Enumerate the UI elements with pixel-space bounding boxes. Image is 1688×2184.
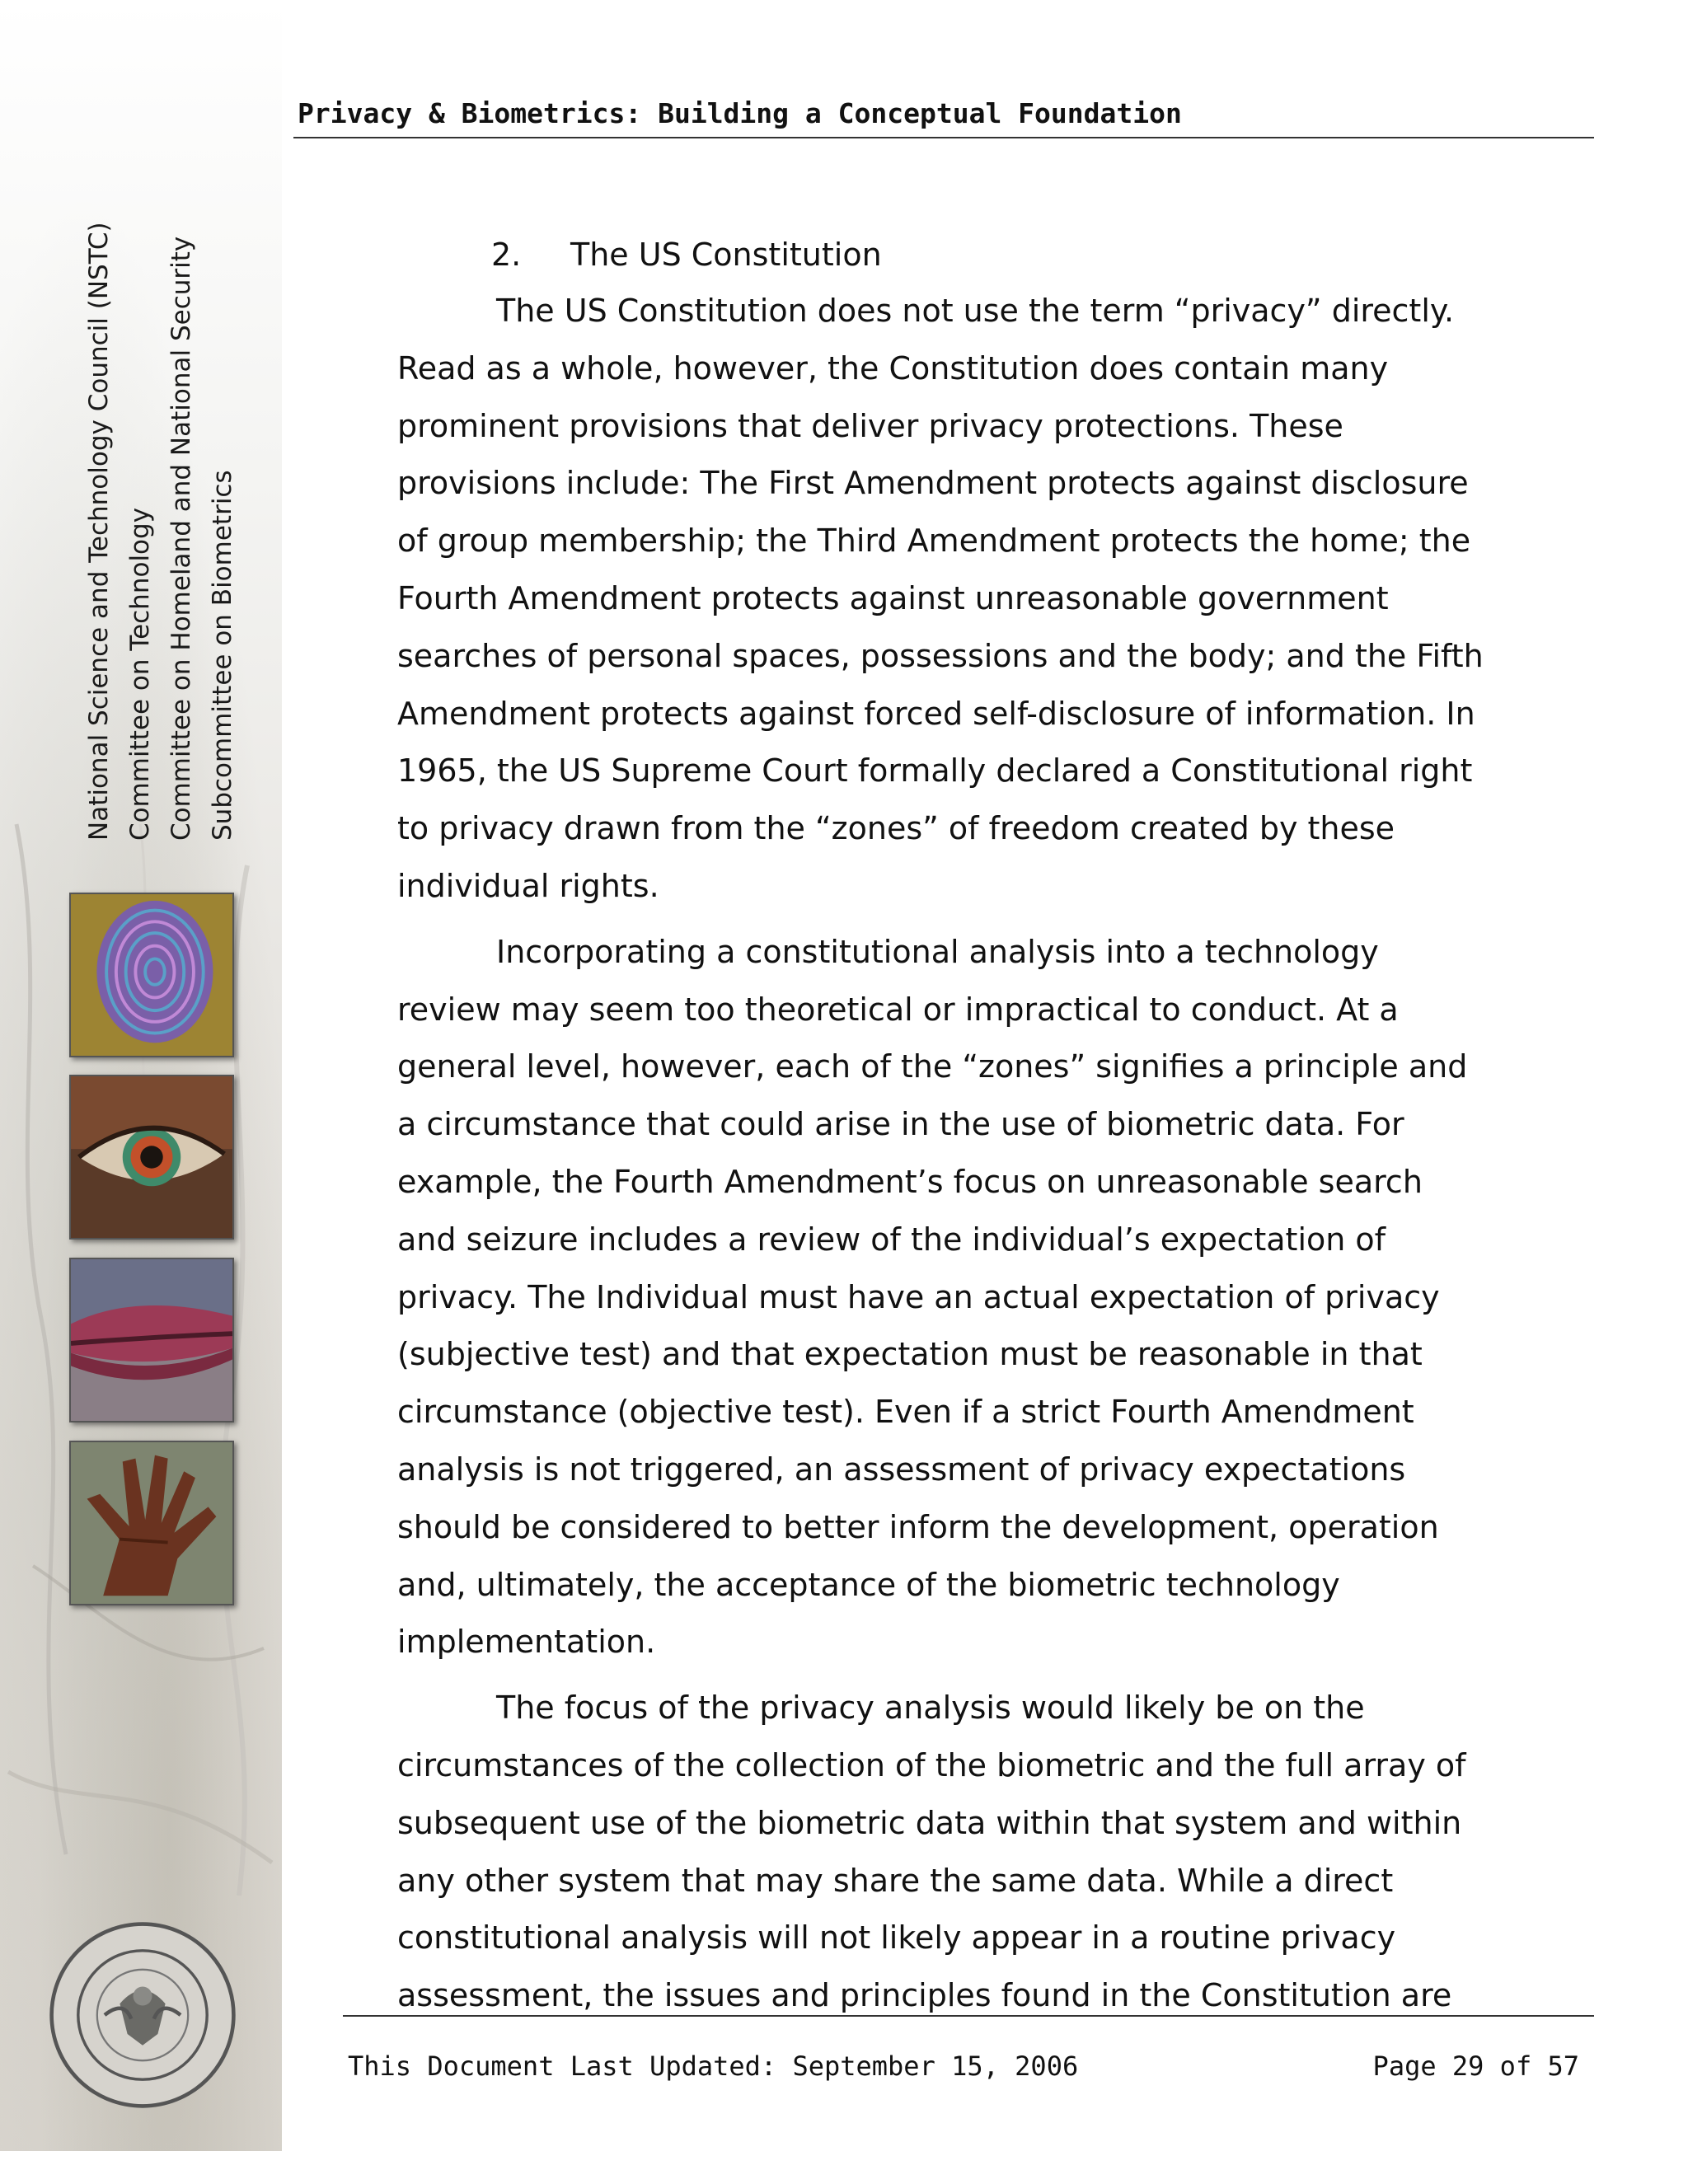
hand-image — [69, 1441, 234, 1605]
sidebar-banner — [0, 0, 282, 2151]
paragraph-1: The US Constitution does not use the term “privacy” directly. Read as a whole, however, the Constitution does contain many prominent provisions that deliver privacy protections. These provisions include: The First Amendment protects against disclosure of group membership; the Third Amendment protects the home; the Fourth Amendment protects against unreasonable government searches of personal spaces, possessions and the body; and the Fifth Amendment protects against forced self-disclosure of information. In 1965, the US Supreme Court formally declared a Constitutional right to privacy drawn from the “zones” of freedom created by these individual rights. — [397, 293, 1484, 904]
sidebar-line-biometrics: Subcommittee on Biometrics — [208, 470, 237, 841]
executive-office-seal-icon — [48, 1920, 237, 2110]
sidebar-committee-text — [78, 99, 243, 841]
paragraph-2: Incorporating a constitutional analysis into a technology review may seem too theoretical or impractical to conduct. At a general level, however, each of the “zones” signifies a principle and a circumstance that could arise in the use of biometric data. For example, the Fourth Amendment’s focus on unreasonable search and seizure includes a review of the individual’s expectation of privacy. The Individual must have an actual expectation of privacy (subjective test) and that expectation must be reasonable in that circumstance (objective test). Even if a strict Fourth Amendment analysis is not triggered, an assessment of privacy expectations should be considered to better inform the development, operation and, ultimately, the acceptance of the biometric technology implementation. — [397, 933, 1468, 1661]
section-heading — [491, 237, 882, 273]
paragraph-3: The focus of the privacy analysis would likely be on the circumstances of the collection of the biometric and the full array of subsequent use of the biometric data within that system and within any other system that may share the same data. While a direct constitutional analysis will not likely appear in a routine privacy assessment, the issues and principles found in the Constitution are — [397, 1690, 1466, 2014]
sidebar-line-homeland: Committee on Homeland and National Security — [166, 236, 196, 841]
fingerprint-image — [69, 893, 234, 1057]
sidebar-line-nstc: National Science and Technology Council (NSTC) — [84, 222, 114, 841]
section-number: 2. — [491, 237, 522, 273]
page-header-title: Privacy & Biometrics: Building a Conceptual Foundation — [298, 97, 1182, 129]
footer-divider — [343, 2015, 1594, 2017]
section-title: The US Constitution — [570, 237, 882, 273]
body-text — [397, 283, 1485, 2033]
lips-image — [69, 1258, 234, 1422]
header-divider — [293, 137, 1594, 138]
eye-image — [69, 1075, 234, 1240]
footer-page-number: Page 29 of 57 — [1372, 2050, 1579, 2082]
sidebar-line-technology: Committee on Technology — [125, 507, 155, 841]
footer-last-updated: This Document Last Updated: September 15, 2006 — [348, 2050, 1079, 2082]
